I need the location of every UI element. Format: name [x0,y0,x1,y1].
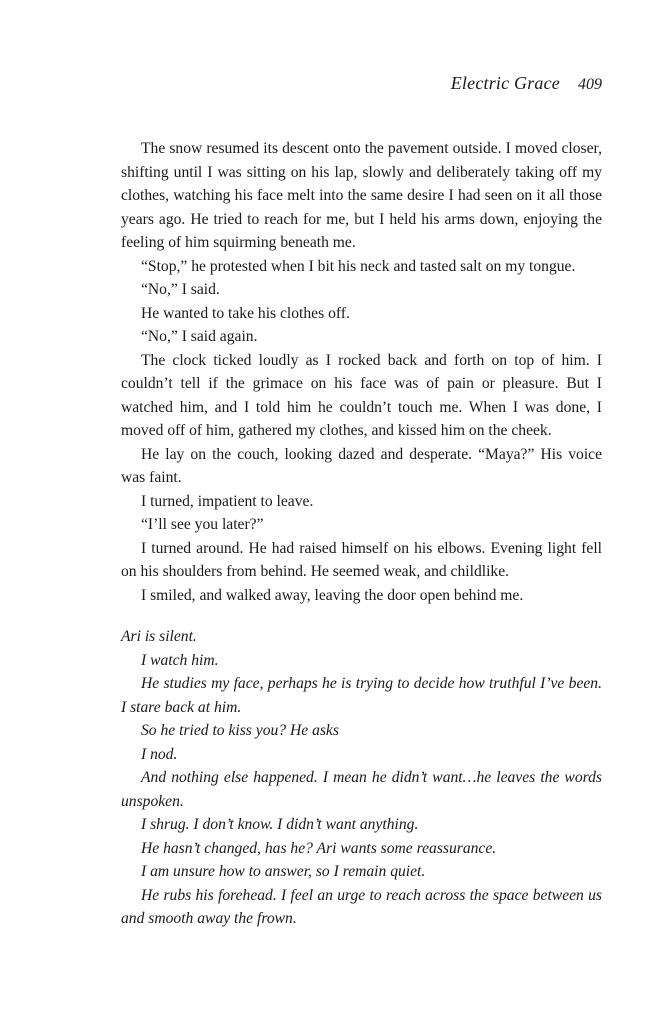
running-header [451,73,602,94]
italic-paragraph: So he tried to kiss you? He asks [141,722,339,739]
page-number: 409 [578,76,602,93]
italic-paragraph: I shrug. I don’t know. I didn’t want anything. [141,816,419,833]
running-title: Electric Grace [450,73,560,93]
italic-paragraph: I am unsure how to answer, so I remain quiet. [141,863,426,880]
italic-paragraph: I watch him. [141,651,219,669]
paragraph: The snow resumed its descent onto the pavement outside. I moved closer, shifting until I was sitting on his lap, slowly and deliberately taking off my clothes, watching his face melt into the same desire I had seen on it all those years ago. He tried to reach for me, but I held his arms down, enjoying the feeling of him squirming beneath me. [121,140,602,251]
italic-paragraph: I nod. [141,745,178,763]
italic-paragraph: And nothing else happened. I mean he didn’t want…he leaves the words unspoken. [121,769,602,810]
paragraph: I turned around. He had raised himself on his elbows. Evening light fell on his shoulders from behind. He seemed weak, and childlike. [121,539,602,580]
italic-paragraph: Ari is silent. [121,628,197,645]
paragraph: He wanted to take his clothes off. [141,304,350,322]
paragraph: “I’ll see you later?” [141,516,264,533]
italic-paragraph: He rubs his forehead. I feel an urge to reach across the space between us and smooth away the frown. [121,886,602,927]
paragraph: “No,” I said. [141,281,220,298]
narrative-section [121,137,602,607]
paragraph: “Stop,” he protested when I bit his neck and tasted salt on my tongue. [141,257,576,275]
paragraph: He lay on the couch, looking dazed and desperate. “Maya?” His voice was faint. [121,445,602,486]
italic-paragraph: He hasn’t changed, has he? Ari wants some reassurance. [141,839,497,857]
italic-paragraph: He studies my face, perhaps he is trying to decide how truthful I’ve been. I stare back at him. [121,675,602,716]
paragraph: I smiled, and walked away, leaving the door open behind me. [141,586,524,604]
paragraph: “No,” I said again. [141,328,258,345]
paragraph: The clock ticked loudly as I rocked back and forth on top of him. I couldn’t tell if the grimace on his face was of pain or pleasure. But I watched him, and I told him he couldn’t touch me. When I was done, I moved off of him, gathered my clothes, and kissed him on the cheek. [121,351,602,439]
paragraph: I turned, impatient to leave. [141,492,314,510]
italic-section [121,625,602,931]
